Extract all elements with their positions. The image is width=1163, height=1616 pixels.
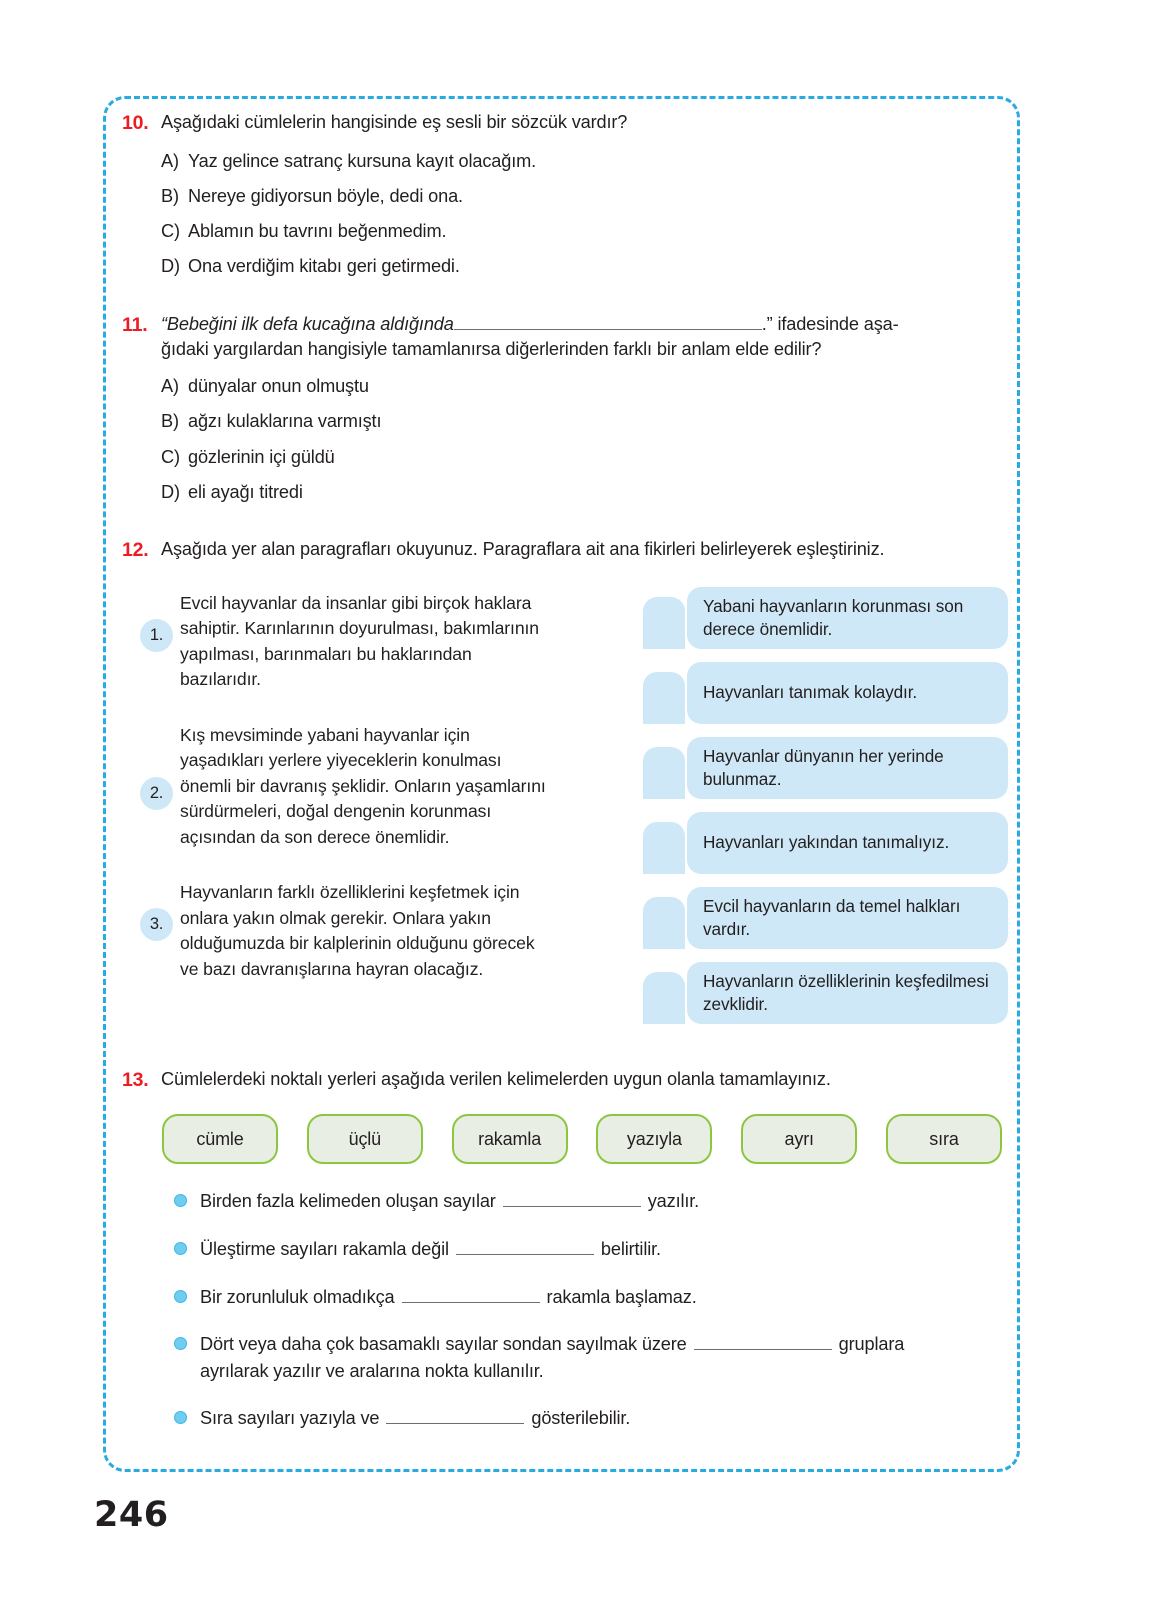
fill-before-1: Birden fazla kelimeden oluşan sayılar — [200, 1191, 496, 1212]
option-b[interactable] — [161, 412, 1008, 430]
option-d[interactable] — [161, 257, 1008, 275]
fill-in-blank-item — [174, 1284, 1008, 1311]
bullet-icon — [174, 1242, 187, 1255]
question-11-options — [122, 377, 1008, 501]
option-b-letter: B) — [161, 185, 179, 206]
fill-blank-1[interactable] — [503, 1192, 641, 1207]
paragraph-item[interactable] — [140, 723, 552, 851]
paragraph-item[interactable] — [140, 591, 552, 693]
question-13-prompt: Cümlelerdeki noktalı yerleri aşağıda verilen kelimelerden uygun olanla tamamlayınız. — [161, 1068, 831, 1089]
idea-bubble[interactable] — [643, 737, 1008, 799]
option-b[interactable] — [161, 187, 1008, 205]
fill-before-5: Sıra sayıları yazıyla ve — [200, 1408, 380, 1429]
fill-blank-3[interactable] — [402, 1288, 540, 1303]
idea-bubble-column — [643, 587, 1008, 1037]
matching-exercise — [122, 587, 1008, 1037]
bullet-icon — [174, 1290, 187, 1303]
word-chip-ayri[interactable]: ayrı — [741, 1114, 857, 1164]
question-11-prompt-line2: ğıdaki yargılardan hangisiyle tamamlanırsa diğerlerinden farklı bir anlam elde edilir? — [161, 339, 822, 360]
fill-blank-2[interactable] — [456, 1240, 594, 1255]
fill-in-blank-item — [174, 1405, 1008, 1432]
question-12-prompt: Aşağıda yer alan paragrafları okuyunuz. Paragraflara ait ana fikirleri belirleyerek eşleştiriniz. — [161, 539, 885, 559]
fill-after-4: gruplara — [838, 1334, 905, 1355]
option-a[interactable] — [161, 152, 1008, 170]
paragraph-text-2: Kış mevsiminde yabani hayvanlar için yaşadıkları yerlere yiyeceklerin konulması önemli bir davranış şeklidir. Onların yaşamlarını sürdürmeleri, doğal dengenin korunması açısından da son derece önemlidir. — [180, 724, 546, 847]
option-d[interactable] — [161, 483, 1008, 501]
idea-bubble-text-1: Yabani hayvanların korunması son derece önemlidir. — [687, 587, 1008, 649]
option-a-letter: A) — [161, 376, 179, 397]
idea-bubble[interactable] — [643, 587, 1008, 649]
word-chip-sira[interactable]: sıra — [886, 1114, 1002, 1164]
question-12 — [122, 537, 1008, 1037]
idea-bubble[interactable] — [643, 662, 1008, 724]
option-c-letter: C) — [161, 446, 180, 467]
option-d-letter: D) — [161, 481, 180, 502]
fill-in-blank-item — [174, 1236, 1008, 1263]
bullet-icon — [174, 1194, 187, 1207]
fill-sentence-4 — [200, 1331, 1008, 1384]
bubble-tab-icon — [643, 672, 685, 724]
paragraph-badge-3: 3. — [140, 908, 173, 941]
word-chip-uclu[interactable]: üçlü — [307, 1114, 423, 1164]
option-c[interactable] — [161, 222, 1008, 240]
question-13-number: 13. — [122, 1068, 149, 1091]
option-c-text: Ablamın bu tavrını beğenmedim. — [188, 221, 447, 242]
paragraph-column — [122, 587, 552, 1037]
paragraph-text-1: Evcil hayvanlar da insanlar gibi birçok haklara sahiptir. Karınlarının doyurulması, bakımlarının yapılması, barınmaları bu haklarından bazılarıdır. — [180, 592, 539, 690]
fill-after-3: rakamla başlamaz. — [546, 1286, 697, 1307]
bubble-tab-icon — [643, 597, 685, 649]
option-b-text: Nereye gidiyorsun böyle, dedi ona. — [188, 185, 463, 206]
option-a[interactable] — [161, 377, 1008, 395]
fill-before-4: Dört veya daha çok basamaklı sayılar sondan sayılmak üzere — [200, 1334, 687, 1355]
word-chip-rakamla[interactable]: rakamla — [452, 1114, 568, 1164]
fill-after-1: yazılır. — [647, 1191, 700, 1212]
question-11-prompt — [161, 312, 899, 364]
question-11-number: 11. — [122, 313, 148, 336]
question-11 — [122, 312, 1008, 502]
question-12-header — [122, 537, 1008, 565]
idea-bubble-text-5: Evcil hayvanların da temel halkları vardır. — [687, 887, 1008, 949]
option-a-text: Yaz gelince satranç kursuna kayıt olacağım. — [188, 150, 537, 171]
idea-bubble-text-4: Hayvanları yakından tanımalıyız. — [687, 812, 1008, 874]
fill-sentence-2 — [200, 1236, 1008, 1263]
fill-sentence-5 — [200, 1405, 1008, 1432]
fill-after-2: belirtilir. — [600, 1238, 661, 1259]
question-11-header — [122, 312, 1008, 364]
bubble-tab-icon — [643, 972, 685, 1024]
bullet-icon — [174, 1411, 187, 1424]
paragraph-badge-2: 2. — [140, 777, 173, 810]
option-d-text: Ona verdiğim kitabı geri getirmedi. — [188, 256, 460, 277]
question-10 — [122, 110, 1008, 276]
option-c-letter: C) — [161, 221, 180, 242]
word-chip-yaziyla[interactable]: yazıyla — [596, 1114, 712, 1164]
fill-blank-5[interactable] — [386, 1409, 524, 1424]
paragraph-text-3: Hayvanların farklı özelliklerini keşfetmek için onlara yakın olmak gerekir. Onlara yakın olduğumuzda bir kalplerinin olduğunu görecek ve bazı davranışlarına hayran olacağız. — [180, 882, 535, 979]
question-13-header — [122, 1067, 1008, 1095]
question-10-header — [122, 110, 1008, 138]
fill-before-3: Bir zorunluluk olmadıkça — [200, 1286, 395, 1307]
question-11-prompt-after: .” ifadesinde aşa- — [761, 313, 899, 334]
option-a-text: dünyalar onun olmuştu — [188, 376, 369, 397]
fill-in-blank-item — [174, 1188, 1008, 1215]
option-c-text: gözlerinin içi güldü — [188, 446, 335, 467]
fill-sentence-3 — [200, 1284, 1008, 1311]
word-chip-cumle[interactable]: cümle — [162, 1114, 278, 1164]
option-c[interactable] — [161, 448, 1008, 466]
idea-bubble[interactable] — [643, 812, 1008, 874]
question-10-number: 10. — [122, 112, 149, 134]
page-number: 246 — [94, 1495, 169, 1535]
question-11-quote: “Bebeğini ilk defa kucağına aldığında — [161, 313, 454, 334]
word-bank — [122, 1114, 1002, 1164]
idea-bubble[interactable] — [643, 962, 1008, 1024]
option-b-text: ağzı kulaklarına varmıştı — [188, 411, 382, 432]
fill-tail-4: ayrılarak yazılır ve aralarına nokta kullanılır. — [200, 1360, 544, 1381]
bullet-icon — [174, 1337, 187, 1350]
fill-blank-4[interactable] — [694, 1335, 832, 1350]
paragraph-item[interactable] — [140, 880, 552, 982]
option-b-letter: B) — [161, 411, 179, 432]
fill-in-blank-item — [174, 1331, 1008, 1384]
option-a-letter: A) — [161, 150, 179, 171]
bubble-tab-icon — [643, 822, 685, 874]
paragraph-badge-1: 1. — [140, 619, 173, 652]
bubble-tab-icon — [643, 747, 685, 799]
option-d-letter: D) — [161, 256, 180, 277]
fill-before-2: Üleştirme sayıları rakamla değil — [200, 1238, 449, 1259]
idea-bubble-text-3: Hayvanlar dünyanın her yerinde bulunmaz. — [687, 737, 1008, 799]
idea-bubble[interactable] — [643, 887, 1008, 949]
bubble-tab-icon — [643, 897, 685, 949]
idea-bubble-text-6: Hayvanların özelliklerinin keşfedilmesi zevklidir. — [687, 962, 1008, 1024]
option-d-text: eli ayağı titredi — [188, 481, 303, 502]
idea-bubble-text-2: Hayvanları tanımak kolaydır. — [687, 662, 1008, 724]
question-12-number: 12. — [122, 539, 149, 561]
question-10-prompt: Aşağıdaki cümlelerin hangisinde eş sesli bir sözcük vardır? — [161, 112, 628, 132]
worksheet-content — [122, 110, 1008, 1460]
fill-in-blank-list — [122, 1188, 1008, 1431]
question-10-options — [122, 152, 1008, 276]
fill-sentence-1 — [200, 1188, 1008, 1215]
fill-after-5: gösterilebilir. — [531, 1408, 631, 1429]
question-13 — [122, 1067, 1008, 1432]
question-11-blank[interactable] — [454, 315, 762, 330]
